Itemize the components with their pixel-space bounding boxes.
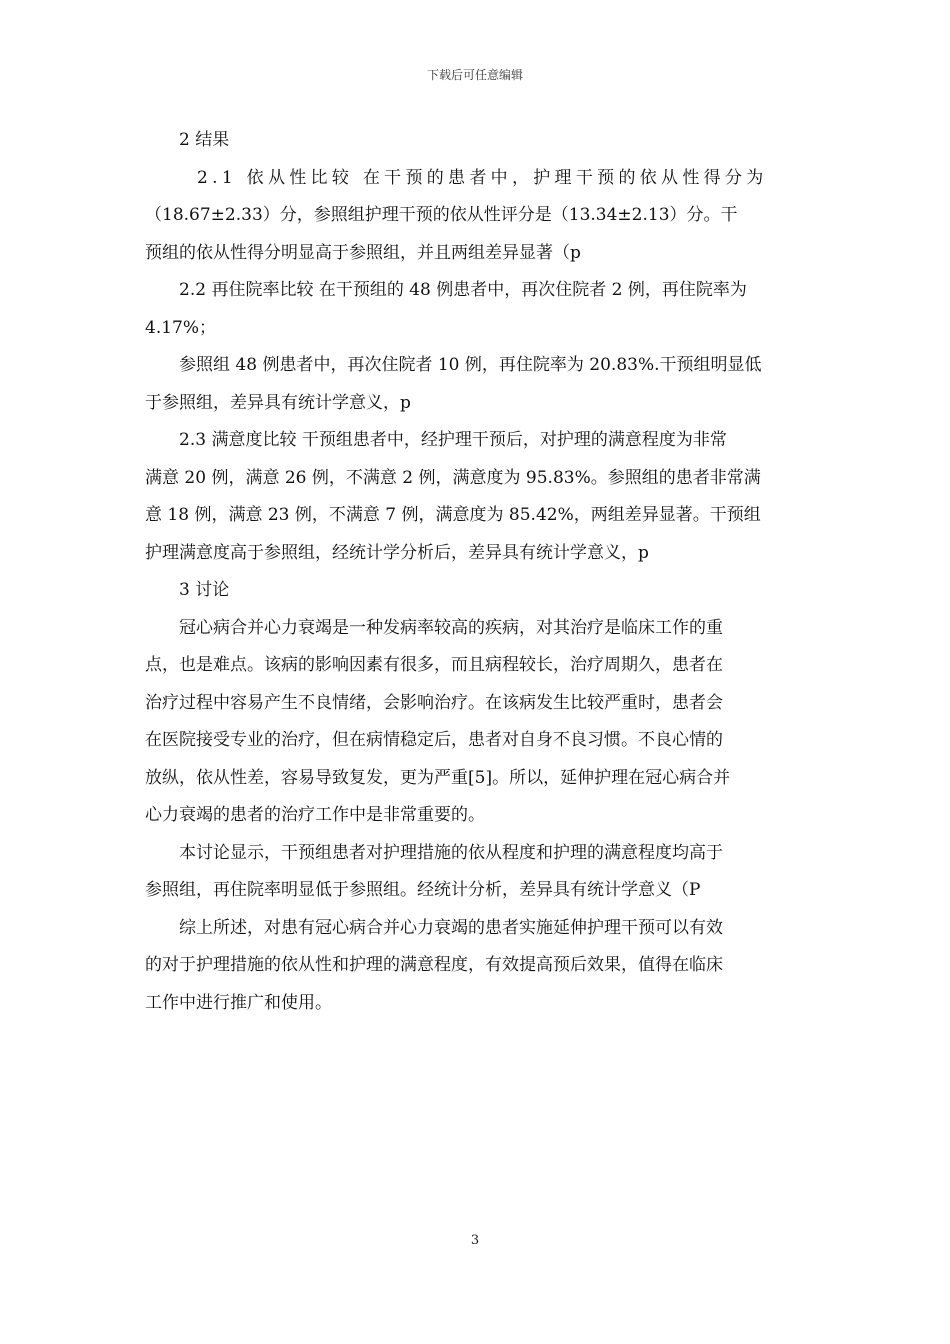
paragraph-line: 的对于护理措施的依从性和护理的满意程度，有效提高预后效果，值得在临床 (145, 955, 723, 975)
paragraph-line: 工作中进行推广和使用。 (145, 992, 332, 1013)
paragraph-line: 点，也是难点。该病的影响因素有很多，而且病程较长，治疗周期久，患者在 (145, 655, 723, 675)
paragraph-line: 参照组，再住院率明显低于参照组。经统计分析，差异具有统计学意义（P (145, 880, 701, 900)
paragraph-line: 意 18 例，满意 23 例，不满意 7 例，满意度为 85.42%，两组差异显著。干预组 (145, 505, 761, 525)
section-heading-discussion: 3 讨论 (179, 580, 230, 600)
paragraph-line: 冠心病合并心力衰竭是一种发病率较高的疾病，对其治疗是临床工作的重 (179, 617, 723, 638)
page-header: 下载后可任意编辑 (426, 68, 523, 82)
paragraph-line: （18.67±2.33）分，参照组护理干预的依从性评分是（13.34±2.13）分。干 (145, 205, 738, 225)
paragraph-line: 治疗过程中容易产生不良情绪，会影响治疗。在该病发生比较严重时，患者会 (145, 692, 723, 713)
paragraph-line: 2.3 满意度比较 干预组患者中，经护理干预后，对护理的满意程度为非常 (179, 430, 727, 450)
paragraph-line: 放纵，依从性差，容易导致复发，更为严重[5]。所以，延伸护理在冠心病合并 (145, 767, 731, 788)
paragraph-line: 综上所述，对患有冠心病合并心力衰竭的患者实施延伸护理干预可以有效 (179, 917, 723, 938)
paragraph-line: 心力衰竭的患者的治疗工作中是非常重要的。 (145, 805, 485, 825)
paragraph-line: 于参照组，差异具有统计学意义，p (145, 392, 411, 413)
paragraph-line: 参照组 48 例患者中，再次住院者 10 例，再住院率为 20.83%.干预组明显低 (179, 355, 762, 375)
paragraph-line: 预组的依从性得分明显高于参照组，并且两组差异显著（p (145, 242, 581, 263)
paragraph-line: 在医院接受专业的治疗，但在病情稳定后，患者对自身不良习惯。不良心情的 (145, 730, 723, 750)
section-heading-results: 2 结果 (179, 130, 230, 150)
paragraph-line: 护理满意度高于参照组，经统计学分析后，差异具有统计学意义，p (145, 542, 649, 563)
paragraph-line: 2.1 依从性比较 在干预的患者中，护理干预的依从性得分为 (197, 167, 768, 188)
paragraph-line: 满意 20 例，满意 26 例，不满意 2 例，满意度为 95.83%。参照组的患者非常满 (145, 467, 761, 488)
paragraph-line: 本讨论显示，干预组患者对护理措施的依从程度和护理的满意程度均高于 (179, 842, 723, 863)
paragraph-line: 2.2 再住院率比较 在干预组的 48 例患者中，再次住院者 2 例，再住院率为 (179, 280, 747, 300)
document-body (145, 122, 807, 1022)
page-number: 3 (470, 1233, 480, 1248)
paragraph-line: 4.17%； (145, 317, 217, 338)
